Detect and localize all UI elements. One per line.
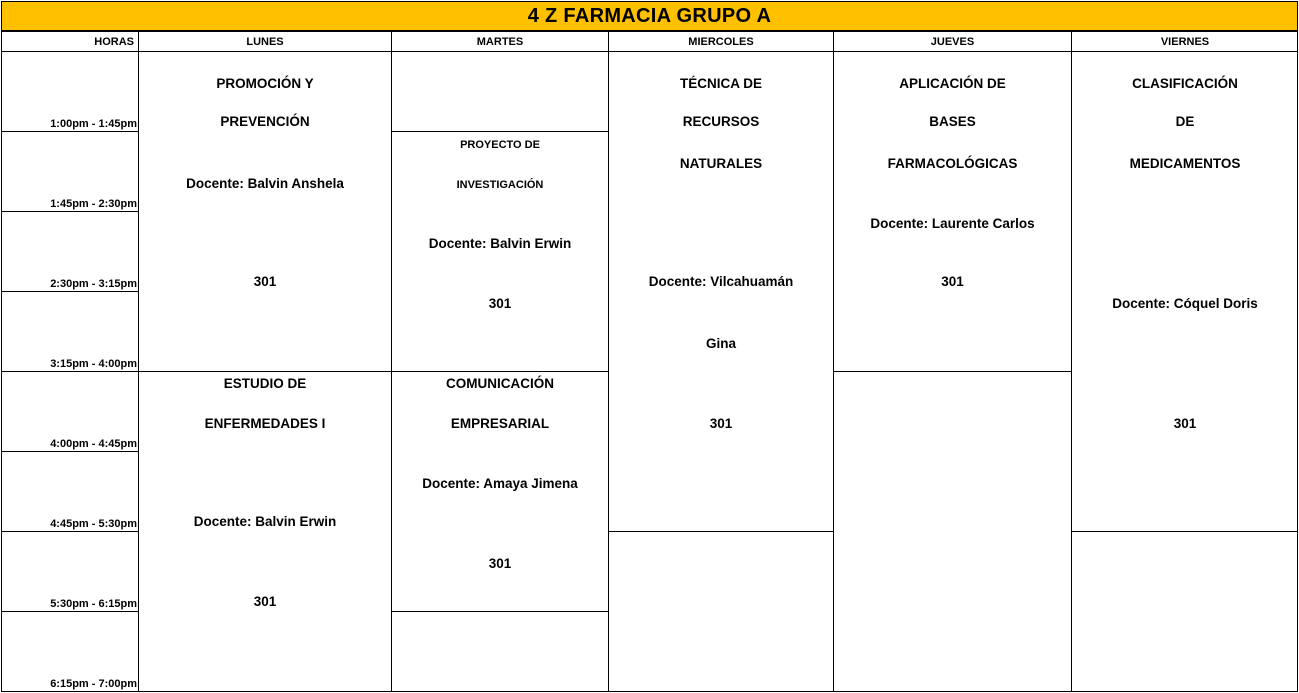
course-teacher: Docente: Cóquel Doris <box>1112 296 1258 311</box>
course-name: COMUNICACIÓN <box>446 376 554 391</box>
course-teacher: Docente: Balvin Erwin <box>428 236 572 251</box>
time-slot-label: 5:30pm - 6:15pm <box>50 598 137 610</box>
course-name: INVESTIGACIÓN <box>456 179 544 191</box>
course-name: NATURALES <box>679 156 763 171</box>
time-slot-label: 4:45pm - 5:30pm <box>50 518 137 530</box>
course-name: RECURSOS <box>682 114 760 129</box>
course-room: 301 <box>488 296 512 311</box>
grid-line <box>138 371 392 372</box>
header-martes: MARTES <box>476 36 524 48</box>
grid-line <box>391 371 609 372</box>
course-teacher: Docente: Vilcahuamán <box>648 274 794 289</box>
course-name: BASES <box>929 114 976 129</box>
course-name: TÉCNICA DE <box>679 76 762 91</box>
grid-line <box>1 31 1298 32</box>
grid-line <box>1297 31 1298 692</box>
grid-line <box>1 131 139 132</box>
grid-line <box>833 371 1072 372</box>
grid-line <box>1 611 139 612</box>
course-room: 301 <box>253 594 277 609</box>
course-teacher: Docente: Amaya Jimena <box>422 476 578 491</box>
grid-line <box>1 531 139 532</box>
course-name: EMPRESARIAL <box>450 416 550 431</box>
course-name: PROYECTO DE <box>460 139 540 151</box>
grid-line <box>1 211 139 212</box>
course-name: MEDICAMENTOS <box>1129 156 1241 171</box>
grid-line <box>391 611 609 612</box>
course-room: 301 <box>709 416 733 431</box>
course-name: ENFERMEDADES I <box>204 416 326 431</box>
course-name: APLICACIÓN DE <box>899 76 1006 91</box>
grid-line <box>833 32 834 692</box>
grid-line <box>1 371 139 372</box>
grid-line <box>1071 32 1072 692</box>
course-teacher: Gina <box>705 336 736 351</box>
course-name: PREVENCIÓN <box>220 114 310 129</box>
time-slot-label: 1:45pm - 2:30pm <box>50 198 137 210</box>
grid-line <box>1 291 139 292</box>
time-slot-label: 4:00pm - 4:45pm <box>50 438 137 450</box>
header-viernes: VIERNES <box>1160 36 1210 48</box>
grid-line <box>391 131 609 132</box>
course-room: 301 <box>253 274 277 289</box>
grid-line <box>1 451 139 452</box>
course-teacher: Docente: Balvin Erwin <box>193 514 337 529</box>
time-slot-label: 2:30pm - 3:15pm <box>50 278 137 290</box>
schedule-title: 4 Z FARMACIA GRUPO A <box>1 1 1298 31</box>
course-name: PROMOCIÓN Y <box>216 76 314 91</box>
course-name: FARMACOLÓGICAS <box>887 156 1018 171</box>
course-name: ESTUDIO DE <box>223 376 307 391</box>
header-jueves: JUEVES <box>930 36 975 48</box>
grid-line <box>1 51 1298 52</box>
course-name: DE <box>1175 114 1195 129</box>
time-slot-label: 1:00pm - 1:45pm <box>50 118 137 130</box>
header-miercoles: MIERCOLES <box>688 36 754 48</box>
grid-line <box>1071 531 1298 532</box>
course-room: 301 <box>1173 416 1197 431</box>
grid-line <box>608 531 834 532</box>
course-room: 301 <box>488 556 512 571</box>
time-slot-label: 6:15pm - 7:00pm <box>50 678 137 690</box>
course-teacher: Docente: Laurente Carlos <box>870 216 1035 231</box>
course-teacher: Docente: Balvin Anshela <box>186 176 344 191</box>
header-lunes: LUNES <box>246 36 284 48</box>
header-horas: HORAS <box>94 36 134 48</box>
grid-line <box>1 691 1298 692</box>
course-name: CLASIFICACIÓN <box>1132 76 1238 91</box>
time-slot-label: 3:15pm - 4:00pm <box>50 358 137 370</box>
course-room: 301 <box>941 274 964 289</box>
